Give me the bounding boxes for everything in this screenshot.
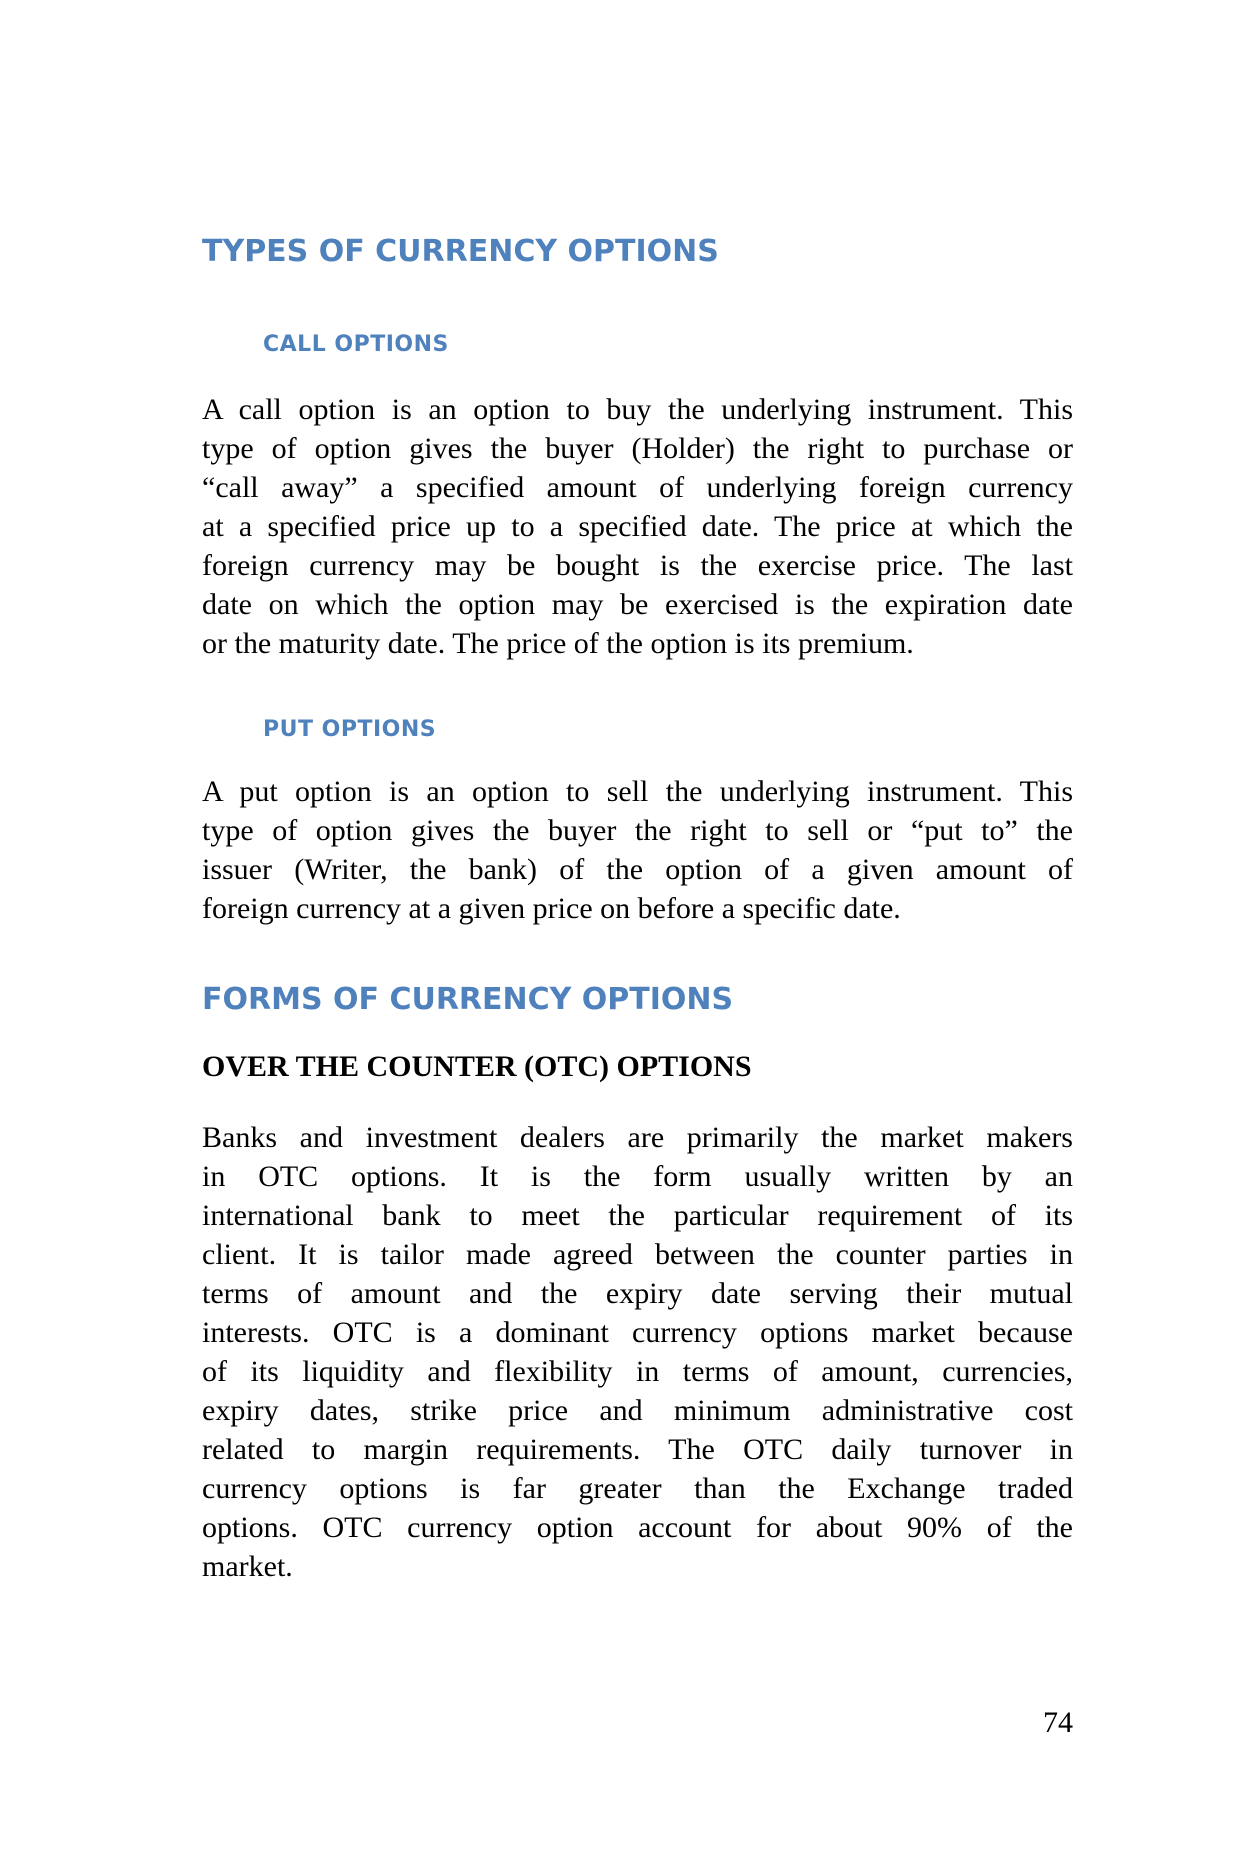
paragraph-call-options xyxy=(202,390,1073,663)
text-line: interests. OTC is a dominant currency options market because xyxy=(202,1316,1073,1349)
text-line: foreign currency at a given price on before a specific date. xyxy=(202,892,901,925)
text-line: international bank to meet the particular requirement of its xyxy=(202,1199,1073,1232)
subheading-otc-options: OVER THE COUNTER (OTC) OPTIONS xyxy=(202,1050,752,1083)
text-line: expiry dates, strike price and minimum administrative cost xyxy=(202,1394,1073,1427)
text-line: issuer (Writer, the bank) of the option of a given amount of xyxy=(202,853,1073,886)
page-number: 74 xyxy=(1043,1706,1073,1739)
text-line: client. It is tailor made agreed between the counter parties in xyxy=(202,1238,1073,1271)
text-line: at a specified price up to a specified date. The price at which the xyxy=(202,510,1073,543)
text-line: Banks and investment dealers are primarily the market makers xyxy=(202,1121,1073,1154)
text-line: A call option is an option to buy the underlying instrument. This xyxy=(202,393,1073,426)
text-line: terms of amount and the expiry date serving their mutual xyxy=(202,1277,1073,1310)
text-line: type of option gives the buyer (Holder) the right to purchase or xyxy=(202,432,1073,465)
text-line: related to margin requirements. The OTC daily turnover in xyxy=(202,1433,1073,1466)
text-line: A put option is an option to sell the underlying instrument. This xyxy=(202,775,1073,808)
text-line: of its liquidity and flexibility in terms of amount, currencies, xyxy=(202,1355,1073,1388)
text-line: or the maturity date. The price of the option is its premium. xyxy=(202,627,914,660)
text-line: currency options is far greater than the Exchange traded xyxy=(202,1472,1073,1505)
heading-forms-of-currency-options: FORMS OF CURRENCY OPTIONS xyxy=(202,982,734,1017)
text-line: date on which the option may be exercised is the expiration date xyxy=(202,588,1073,621)
text-line: options. OTC currency option account for about 90% of the xyxy=(202,1511,1073,1544)
text-line: type of option gives the buyer the right to sell or “put to” the xyxy=(202,814,1073,847)
paragraph-put-options xyxy=(202,772,1073,928)
subheading-call-options: CALL OPTIONS xyxy=(263,332,449,357)
text-line: in OTC options. It is the form usually written by an xyxy=(202,1160,1073,1193)
subheading-put-options: PUT OPTIONS xyxy=(263,717,437,742)
text-line: market. xyxy=(202,1550,293,1583)
paragraph-otc-options xyxy=(202,1118,1073,1586)
heading-types-of-currency-options: TYPES OF CURRENCY OPTIONS xyxy=(202,234,719,269)
text-line: “call away” a specified amount of underlying foreign currency xyxy=(202,471,1073,504)
text-line: foreign currency may be bought is the exercise price. The last xyxy=(202,549,1073,582)
